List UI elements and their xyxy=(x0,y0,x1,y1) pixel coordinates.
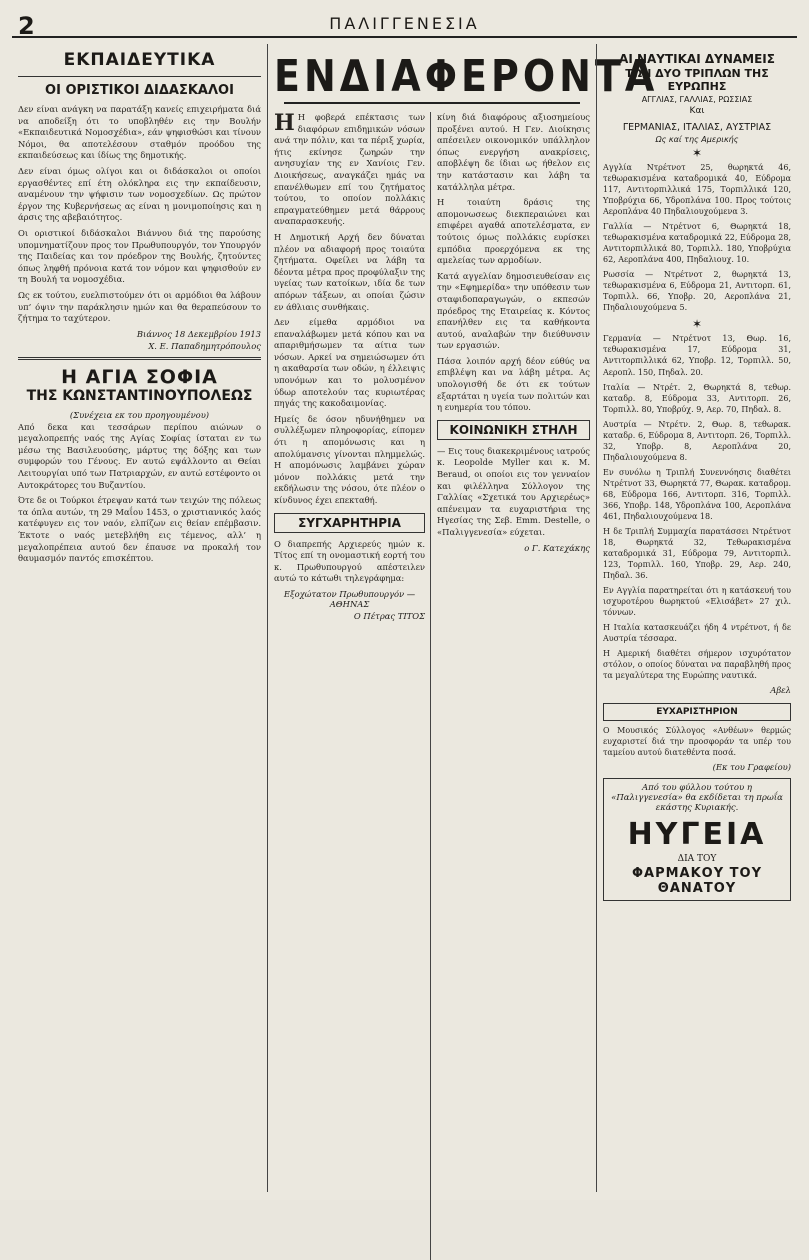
columns xyxy=(12,44,797,1192)
notice-text: Από του φύλλου τούτου η «Παλιγγενεσία» θα εκδίδεται τη πρωΐα εκάστης Κυριακής. xyxy=(611,783,783,814)
signature-date: Βιάννος 18 Δεκεμβρίου 1913 xyxy=(136,328,261,339)
naval-subtitle: ΤΩΝ ΔΥΟ ΤΡΙΠΛΩΝ ΤΗΣ ΕΥΡΩΠΗΣ xyxy=(625,67,769,93)
social-column-title: ΚΟΙΝΩΝΙΚΗ ΣΤΗΛΗ xyxy=(437,420,590,440)
divider xyxy=(18,357,261,360)
paragraph: Η τοιαύτη δράσις της απομονωσεως διεκπεραιώνει και επιφέρει αγαθά αποτελέσματα, εν τούτοις όμως πολλάκις ευρίσκει εμπόδια προερχόμενα εκ της αμελείας των αρμοδίων. xyxy=(437,197,590,266)
paragraph: Εν Αγγλία παρατηρείται ότι η κατάσκευή του ισχυροτέρου θωρηκτού «Ελισάβετ» 27 χιλ. τόννων. xyxy=(603,586,791,618)
center-subcolumns xyxy=(274,112,590,1260)
paragraph: Ότε δε οι Τούρκοι έτρεψαν κατά των τειχών της πόλεως τα όπλα αυτών, τη 29 Μαΐου 1453, ο χριστιανικός λαός κατέφυγεν εις τον ναόν, ελπίζων εις θείαν επέμβασιν. Έκτοτε ο ναός μετεβλήθη εις τέμενος, αλλ’ η μεγαλοπρέπεια αυτού δεν έπαυσε να προκαλή τον θαυμασμόν παντός επισκέπτου. xyxy=(18,495,261,564)
signature: (Εκ του Γραφείου) xyxy=(712,762,791,773)
fleet-entry: Ιταλία — Ντρέτ. 2, Θωρηκτά 8, τεθωρ. καταδρ. 8, Εύδρομα 33, Αντιτορπ. 26, Τορπιλλ. 80, Υποβρύχ. 9, Αερ. 70, Πηδαλ. 8. xyxy=(603,382,791,414)
star-separator: ✶ xyxy=(691,146,703,160)
naval-countries: ΓΕΡΜΑΝΙΑΣ, ΙΤΑΛΙΑΣ, ΑΥΣΤΡΙΑΣ xyxy=(622,122,772,133)
masthead xyxy=(12,8,797,38)
column-right xyxy=(596,44,797,1192)
fleet-entry: Αγγλία Ντρέτνοτ 25, θωρηκτά 46, τεθωρακισμένα καταδρομικά 40, Εύδρομα 117, Αντιτορπιλλικά 175, Τορπιλλικά 120, Υποβρύχια 66, Υδροπλάνα 100. Προς τούτοις Αεροπλάνα 40 Πηδαλιουχούμενα 3. xyxy=(603,163,791,217)
paragraph: Κατά αγγελίαν δημοσιευθείσαν εις την «Εφημερίδα» την υπόθεσιν των σταφιδοπαραγωγών, ο εκπεσών πρόεδρος της Εταιρείας κ. Κόντος επανήλθεν εις τα καθήκοντα αυτού, αναλαβών την διεύθυνσιν των εργασιών. xyxy=(437,270,590,351)
column-center xyxy=(268,44,659,1192)
paragraph: Η δε Τριπλή Συμμαχία παρατάσσει Ντρέτνοτ 18, Θωρηκτά 32, Τεθωρακισμένα καταδρομικά 31, Εύδρομα 79, Αντιτορπιλ. 123, Τορπιλλ. 160, Υποβρ. 29, Αερ. 240, Πηδαλ. 36. xyxy=(603,526,791,581)
telegram-address: Εξοχώτατον Πρωθυπουργόν — ΑΘΗΝΑΣ xyxy=(283,588,416,609)
paragraph: Εν συνόλω η Τριπλή Συνεννόησις διαθέτει Ντρέτνοτ 33, Θωρηκτά 77, Θωρακ. καταδρομ. 68, Εύδρομα 166, Αντιτορπ. 316, Τορπιλλ. 366, Υποβρ. 148, Υδροπλάνα 100, Αεροπλάνα 461, Πηδαλιουχούμενα 18. xyxy=(603,467,791,521)
paragraph: Δεν είμεθα αρμόδιοι να επαναλάβωμεν μετά κόπου και να απαριθμήσωμεν τα αίτια των νόσων. Αρκεί να σημειώσωμεν ότι η ακαθαρσία των οδών, η έλλειψις υπονόμων και το μολυσμένον ύδωρ αποτελούν τας κυριωτέρας πηγάς της κακοδαιμονίας. xyxy=(274,317,426,409)
banner-title: ΕΝΔΙΑΦΕΡΟΝΤΑ xyxy=(274,50,659,102)
paragraph: Δεν είναι ανάγκη να παρατάξη κανείς επιχειρήματα διά να αποδείξη ότι το υποβληθέν εις την Βουλήν «Εκπαιδευτικά Νομοσχέδια», εάν ψηφισθώσι και τίνουν Νόμοι, θα αποτελέσουν σταθμόν προόδου της εκπαιδεύσεως και ίδίως της δημοτικής. xyxy=(18,104,261,161)
ad-headline: ΗΥΓΕΙΑ xyxy=(627,817,767,853)
divider xyxy=(284,102,580,104)
paragraph: Η Ιταλία κατασκευάζει ήδη 4 ντρέτνοτ, ή δε Αυστρία τέσσαρα. xyxy=(603,623,791,644)
congrats-title: ΣΥΓΧΑΡΗΤΗΡΙΑ xyxy=(274,513,425,533)
paragraph: Ο Μουσικός Σύλλογος «Ανθέων» θερμώς ευχαριστεί διά την προσφοράν τα υπέρ του ταμείου αυτού διατεθέντα ποσά. xyxy=(603,726,791,758)
paragraph: Ημείς δε όσον ηδυνήθημεν να συλλέξωμεν πληροφορίας, είπομεν ότι η απομόνωσις και η απολύμανσις γίνονται πλημμελώς. Η απομόνωσις λαμβάνει χώραν μόνον πολλάκις μετά την εκδήλωσιν της νόσου, ότε πλέον ο κίνδυνος έχει επεκταθή. xyxy=(274,413,426,505)
center-right-subcolumn xyxy=(431,112,590,1260)
fleet-entry: Γαλλία — Ντρέτνοτ 6, Θωρηκτά 18, τεθωρακισμένα καταδρομικά 22, Εύδρομα 28, Αντιτορπιλλικά 80, Τορπιλλ. 180, Υποβρύχια 62, Αεροπλάνα 400, Πηδαλιουχ. 10. xyxy=(603,222,791,265)
advertisement-box xyxy=(603,778,791,901)
paragraph: Η Δημοτική Αρχή δεν δύναται πλέον να αδιαφορή προς τοιαύτα ζητήματα. Οφείλει να λάβη τα δέοντα μέτρα προς προφύλαξιν της υγείας των κατοίκων, ιδία δε των απόρων τάξεων, αι οποίαι ζώσιν εν άθλιαις συνθήκαις. xyxy=(274,231,426,312)
star-separator: ✶ xyxy=(691,317,703,332)
paragraph-text: Η φοβερά επέκτασις των διαφόρων επιδημικών νόσων ανά την πόλιν, και τα πέριξ χωρία, ήτις εκίνησε ζωηρών την ανησυχίαν της εν Χανίοις Γεν. Διοικήσεως, αναγκάζει ημάς να επανέλθωμεν επί του ζητήματος τούτου, το οποίον πολλάκις επραγματεύθημεν μετά θάρρους αναπαρασκευής. xyxy=(274,112,426,227)
masthead-title: ΠΑΛΙΓΓΕΝΕΣΙΑ xyxy=(329,14,480,33)
page-number: 2 xyxy=(18,12,35,40)
sofia-subtitle: ΤΗΣ ΚΩΝΣΤΑΝΤΙΝΟΥΠΟΛΕΩΣ xyxy=(26,387,253,404)
paragraph xyxy=(274,112,425,228)
signature: ο Γ. Κατεχάκης xyxy=(524,542,590,553)
thanks-title: ΕΥΧΑΡΙΣΤΗΡΙΟΝ xyxy=(603,703,791,721)
article-title: ΟΙ ΟΡΙΣΤΙΚΟΙ ΔΙΔΑΣΚΑΛΟΙ xyxy=(45,83,234,98)
signature-name: Χ. Ε. Παπαδημητρόπουλος xyxy=(148,340,261,351)
naval-countries: ΑΓΓΛΙΑΣ, ΓΑΛΛΙΑΣ, ΡΩΣΣΙΑΣ xyxy=(641,95,753,104)
center-left-subcolumn xyxy=(274,112,431,1260)
paragraph: Ο διαπρεπής Αρχιερεύς ημών κ. Τίτος επί τη ονομαστική εορτή του κ. Πρωθυπουργού απέστειλεν αυτώ το κάτωθι τηλεγράφημα: xyxy=(274,538,426,584)
continuation-note: (Συνέχεια εκ του προηγουμένου) xyxy=(69,409,210,420)
paragraph: Από δεκα και τεσσάρων περίπου αιώνων ο μεγαλοπρεπής ναός της Αγίας Σοφίας ίσταται εν τω μέσω της Βασιλευούσης, μάρτυς της δόξης και των συμφορών του Γένους. Εν αυτώ εψάλλοντο αι Θείαι Λειτουργίαι υπό των Πατριαρχών, εν αυτώ εστέφοντο οι Αυτοκράτορες του Βυζαντίου. xyxy=(18,421,261,490)
dropcap: Η xyxy=(274,110,295,136)
section-title: ΕΚΠΑΙΔΕΥΤΙΚΑ xyxy=(63,50,216,70)
fleet-entry: Γερμανία — Ντρέτνοτ 13, Θωρ. 16, τεθωρακισμένα 17, Εύδρομα 31, Αντιτορπιλλικά 62, Υποβρ. 12, Τορπιλλ. 50, Αεροπλ. 150, Πηδαλ. 20. xyxy=(603,334,791,377)
paragraph: κίνη διά διαφόρους αξιοσημείους προξένει αυτού. Η Γεν. Διοίκησις απέσειλεν οικονομικόν υπάλληλον όπως ενεργήση ανακρίσεις, αποβλέψη δε ίδιαι ως ήθελον εις την κατάστασιν και λάβη τα κατάλληλα μέτρα. xyxy=(437,112,590,192)
signature: Αβελ xyxy=(770,685,791,696)
paragraph: Η Αμερική διαθέτει σήμερον ισχυρότατον στόλον, ο οποίος δύναται να παραβληθή προς τα μεγαλύτερα της Ευρώπης ναυτικά. xyxy=(603,649,791,681)
ad-product: ΦΑΡΜΑΚΟΥ ΤΟΥ ΘΑΝΑΤΟΥ xyxy=(631,866,763,897)
signature: Ο Πέτρας ΤΙΤΟΣ xyxy=(353,610,426,621)
naval-america: Ως καί της Αμερικής xyxy=(655,135,739,144)
paragraph: Ως εκ τούτου, ευελπιστούμεν ότι οι αρμόδιοι θα λάβουν υπ’ όψιν την παράκλησιν ημών και θα θεραπεύσουν το ζήτημα το ταχύτερον. xyxy=(18,289,261,324)
paragraph: Οι οριστικοί διδάσκαλοι Βιάννου διά της παρούσης υπομνηματίζουν προς τον Πρωθυπουργόν, τον Υπουργόν της Παιδείας και τον πρόεδρον της Βουλής, ζητούντες όπως ληφθή πρόνοια κατά τον νόμον και ψηφισθούν εν τη Βουλή τα νομοσχέδια. xyxy=(18,227,261,285)
paragraph: Δεν είναι όμως ολίγοι και οι διδάσκαλοι οι οποίοι εργασθέντες επί έτη ολόκληρα εις την εκπαίδευσιν, αναμένουν την ψήφισιν των νομοσχεδίων. Ως πρώτον έργον της Κυβερνήσεως ας είναι η μονιμοποίησις και η άρσις της αβεβαιότητος. xyxy=(18,165,261,223)
fleet-entry: Ρωσσία — Ντρέτνοτ 2, θωρηκτά 13, τεθωρακισμένα 6, Εύδρομα 21, Αντιτορπ. 61, Τορπιλλ. 66, Υποβρ. 20, Αεροπλάνα 21, Πηδαλιουχούμενα 5. xyxy=(603,270,791,313)
naval-and: Και xyxy=(689,106,705,116)
divider xyxy=(18,76,261,77)
fleet-entry: Αυστρία — Ντρέτν. 2, Θωρ. 8, τεθωρακ. καταδρ. 6, Εύδρομα 8, Αντιτορπ. 26, Τορπιλλ. 32, Υποβρ. 8, Αεροπλάνα 20, Πηδαλιουχούμενα 8. xyxy=(603,419,791,462)
naval-title: ΑΙ ΝΑΥΤΙΚΑΙ ΔΥΝΑΜΕΙΣ xyxy=(619,52,775,66)
sofia-title: Η ΑΓΙΑ ΣΟΦΙΑ xyxy=(61,365,218,388)
paragraph: Πάσα λοιπόν αρχή δέον εύθύς να επιβλέψη και να λάβη μέτρα. Ας υπολογισθή δε ότι εκ τούτων εξαρτάται η υγεία των πολιτών και η ευημερία του τόπου. xyxy=(437,355,590,413)
column-left xyxy=(12,44,268,1192)
paragraph: — Εις τους διακεκριμένους ιατρούς κ. Leopolde Myller και κ. M. Beraud, οι οποίοι εις τον γενναίον και φιλέλληνα Σύλλογον της Γαλλίας «Σχετικά του Αρχιερέως» απένειμαν τα ευχαριστήρια της Ηγεσίας της Σεβ. Emm. Destelle, ο «Παλιγγενεσία» εύχεται. xyxy=(437,445,590,537)
ad-subline: ΔΙΑ ΤΟΥ xyxy=(677,854,717,865)
